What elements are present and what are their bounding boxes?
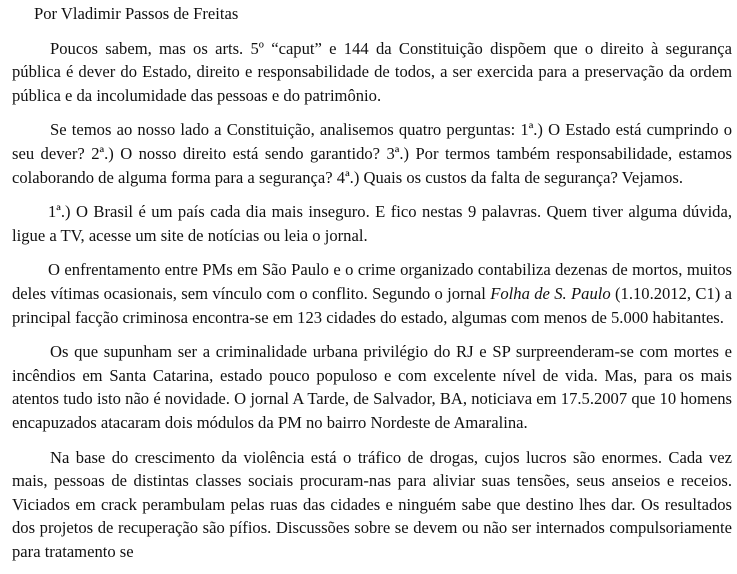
paragraph-enfrentamento-text-end: (1.10.2012, C1) a principal facção criminosa encontra-se em 123 cidades do estado, algumas com menos de 5.000 habitantes. xyxy=(12,283,732,327)
paragraph-constitution: Poucos sabem, mas os arts. 5º “caput” e 144 da Constituição dispõem que o direito à segurança pública é dever do Estado, direito e responsabilidade de todos, a ser exercida para a preservação da ordem pública e da incolumidade das pessoas e do patrimônio. xyxy=(12,38,732,105)
article-page xyxy=(12,0,732,574)
paragraph-trafico-drogas: Na base do crescimento da violência está o tráfico de drogas, cujos lucros são enormes. Cada vez mais, pessoas de distintas classes sociais procuram-nas para aliviar suas tensões, seus anseios e receios. Viciados em crack perambulam pelas ruas das cidades e ninguém sabe que destino lhes dar. Os resultados dos projetos de recuperação são pífios. Discussões sobre se devem ou não ser internados compulsoriamente para tratamento se xyxy=(12,447,732,561)
newspaper-title: Folha de S. Paulo xyxy=(490,283,611,303)
article-byline: Por Vladimir Passos de Freitas xyxy=(34,4,239,23)
paragraph-brasil-inseguro: 1ª.) O Brasil é um país cada dia mais inseguro. E fico nestas 9 palavras. Quem tiver alguma dúvida, ligue a TV, acesse um site de notícias ou leia o jornal. xyxy=(12,202,732,245)
paragraph-enfrentamento-text-start: O enfrentamento entre PMs em São Paulo e o crime organizado contabiliza dezenas de mortos, muitos deles vítimas ocasionais, sem vínculo com o conflito. Segundo o jornal xyxy=(12,260,732,303)
paragraph-enfrentamento xyxy=(12,258,732,329)
paragraph-criminalidade-urbana: Os que supunham ser a criminalidade urbana privilégio do RJ e SP surpreenderam-se com mortes e incêndios em Santa Catarina, estado pouco populoso e com excelente nível de vida. Mas, para os mais atentos tudo isto não é novidade. O jornal A Tarde, de Salvador, BA, noticiava em 17.5.2007 que 10 homens encapuzados atacaram dois módulos da PM no bairro Nordeste de Amaralina. xyxy=(12,342,732,432)
paragraph-questions: Se temos ao nosso lado a Constituição, analisemos quatro perguntas: 1ª.) O Estado está cumprindo o seu dever? 2ª.) O nosso direito está sendo garantido? 3ª.) Por termos também responsabilidade, estamos colaborando de alguma forma para a segurança? 4ª.) Quais os custos da falta de segurança? Vejamos. xyxy=(12,120,732,187)
